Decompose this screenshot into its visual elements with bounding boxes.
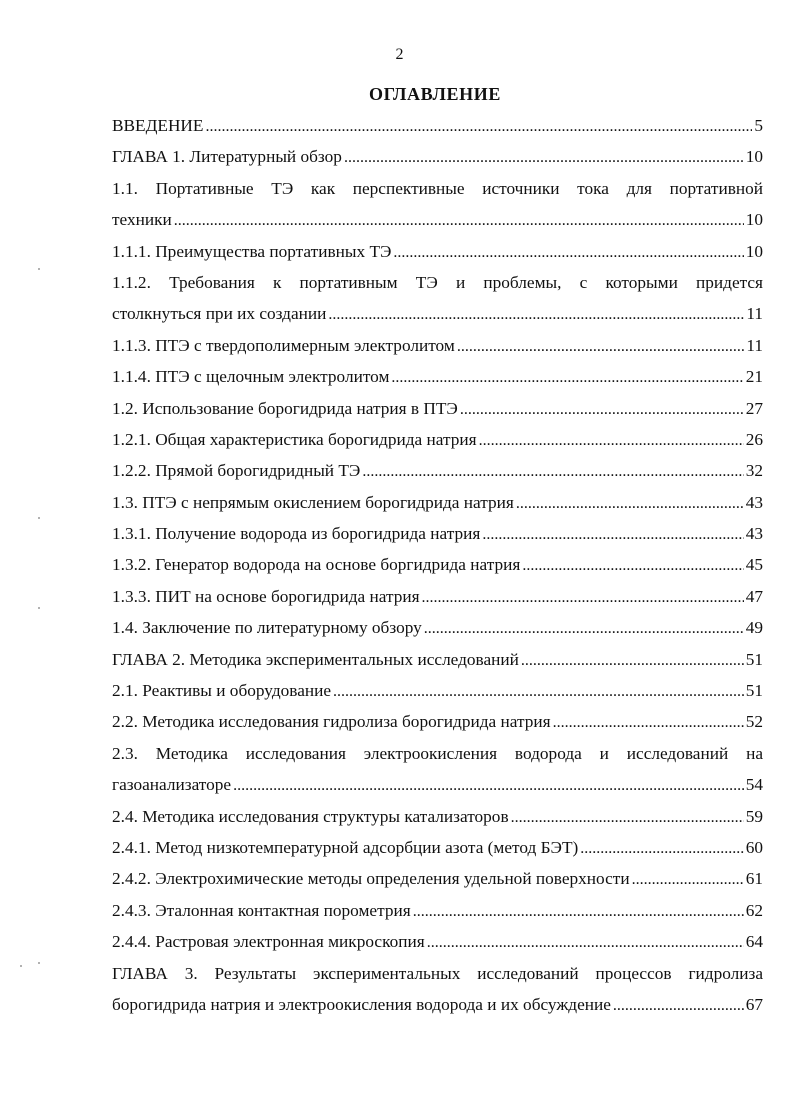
dot-leader [479,425,744,456]
dot-leader [580,833,743,864]
toc-entry-page: 60 [745,837,763,857]
page-number: 2 [395,46,404,63]
toc-entry-page: 43 [745,492,763,512]
toc-entry-title: 1.2. Использование борогидрида натрия в ПТЭ [112,398,458,418]
toc-entry[interactable] [112,581,763,612]
toc-entry-title-line2: газоанализаторе [112,775,232,795]
dot-leader [553,707,744,738]
toc-entry-title-line2: столкнуться при их создании [112,304,327,324]
toc-entry-title: 2.4. Методика исследования структуры катализаторов [112,806,509,826]
toc-entry-page: 5 [754,116,763,135]
toc-entry-title: 2.2. Методика исследования гидролиза борогидрида натрия [112,712,551,732]
toc-entry-page: 51 [745,649,763,669]
toc-entry-page: 27 [745,398,763,418]
toc-entry-page: 61 [745,869,763,889]
toc-entry-title: 2.1. Реактивы и оборудование [112,681,332,701]
toc-entry[interactable] [112,141,763,172]
page-title: ОГЛАВЛЕНИЕ [369,84,501,104]
toc-entry[interactable] [112,487,763,518]
toc-entry[interactable] [112,518,763,549]
toc-entry-page: 67 [745,994,763,1014]
toc-entry[interactable] [112,926,763,957]
dot-leader [427,927,744,958]
toc-entry-title: 2.4.1. Метод низкотемпературной адсорбции азота (метод БЭТ) [112,837,579,857]
toc-entry-title: 1.1.3. ПТЭ с твердополимерным электролитом [112,335,455,355]
toc-entry-title: ГЛАВА 1. Литературный обзор [112,147,342,167]
toc-entry-title: 1.4. Заключение по литературному обзору [112,618,422,638]
scan-speck [38,517,40,519]
toc-entry[interactable] [112,361,763,392]
toc-entry-page: 10 [745,241,763,261]
toc-entry-page: 62 [745,900,763,920]
toc-entry-title-line1: 1.1. Портативные ТЭ как перспективные источники тока для портативной [112,178,763,198]
toc-entry[interactable] [112,236,763,267]
toc-entry-title-line1: ГЛАВА 3. Результаты экспериментальных исследований процессов гидролиза [112,963,763,983]
dot-leader [632,864,744,895]
toc-entry-title: 1.3.1. Получение водорода из борогидрида натрия [112,524,481,544]
toc-entry-title: 2.4.4. Растровая электронная микроскопия [112,932,425,952]
toc-entry-page: 51 [745,681,763,701]
toc-entry-page: 11 [746,335,763,355]
dot-leader [511,802,744,833]
dot-leader [613,990,744,1021]
toc-entry-title: 1.1.4. ПТЭ с щелочным электролитом [112,367,390,387]
dot-leader [233,770,744,801]
dot-leader [328,299,744,330]
toc-entry-page: 32 [745,461,763,481]
toc-entry[interactable] [112,549,763,580]
toc-entry[interactable] [112,958,763,1021]
toc-entry-title: 1.2.1. Общая характеристика борогидрида натрия [112,429,477,449]
toc-entry-title: ГЛАВА 2. Методика экспериментальных исследований [112,649,519,669]
dot-leader [424,613,744,644]
toc-entry[interactable] [112,801,763,832]
toc-entry-page: 43 [745,524,763,544]
dot-leader [205,111,752,142]
toc-entry[interactable] [112,706,763,737]
dot-leader [174,205,744,236]
toc-entry-title: ВВЕДЕНИЕ [112,116,204,135]
toc-entry[interactable] [112,110,763,141]
toc-entry-page: 59 [745,806,763,826]
toc-entry[interactable] [112,612,763,643]
toc-entry-page: 47 [745,586,763,606]
scan-speck [38,607,40,609]
toc-entry[interactable] [112,393,763,424]
toc-entry-title: 1.2.2. Прямой борогидридный ТЭ [112,461,361,481]
dot-leader [344,142,744,173]
toc-entry-title: 1.3.3. ПИТ на основе борогидрида натрия [112,586,420,606]
toc-entry-title: 1.3. ПТЭ с непрямым окислением борогидрида натрия [112,492,514,512]
toc-entry-page: 64 [745,932,763,952]
dot-leader [413,896,744,927]
dot-leader [522,550,743,581]
toc-entry-page: 21 [745,367,763,387]
scan-speck [38,962,40,964]
toc-entry-page: 26 [745,429,763,449]
toc-entry-title: 2.4.3. Эталонная контактная порометрия [112,900,411,920]
toc-entry-title-line1: 2.3. Методика исследования электроокисления водорода и исследований на [112,743,763,763]
toc-entry-title-line2: техники [112,210,172,230]
toc-entry-title-line1: 1.1.2. Требования к портативным ТЭ и проблемы, с которыми придется [112,272,763,292]
toc-entry[interactable] [112,644,763,675]
dot-leader [457,331,745,362]
toc-entry-page: 54 [745,775,763,795]
toc-entry-title: 1.3.2. Генератор водорода на основе боргидрида натрия [112,555,521,575]
dot-leader [460,394,744,425]
toc-entry-title-line2: борогидрида натрия и электроокисления водорода и их обсуждение [112,994,611,1014]
toc-entry[interactable] [112,832,763,863]
toc-entry-title: 1.1.1. Преимущества портативных ТЭ [112,241,392,261]
toc-entry-page: 11 [746,304,763,324]
toc-entry[interactable] [112,863,763,894]
toc-entry-page: 10 [745,147,763,167]
dot-leader [391,362,743,393]
dot-leader [422,582,744,613]
dot-leader [393,237,743,268]
table-of-contents [112,110,763,1020]
dot-leader [521,645,744,676]
toc-entry[interactable] [112,455,763,486]
toc-entry-page: 45 [745,555,763,575]
toc-entry[interactable] [112,330,763,361]
dot-leader [333,676,744,707]
dot-leader [516,488,744,519]
toc-entry[interactable] [112,173,763,236]
toc-entry-title: 2.4.2. Электрохимические методы определения удельной поверхности [112,869,630,889]
toc-entry-page: 49 [745,618,763,638]
toc-entry[interactable] [112,424,763,455]
toc-entry[interactable] [112,895,763,926]
toc-entry[interactable] [112,267,763,330]
toc-entry-page: 52 [745,712,763,732]
scan-speck [20,965,22,967]
dot-leader [482,519,743,550]
dot-leader [362,456,743,487]
toc-entry[interactable] [112,675,763,706]
toc-entry-page: 10 [745,210,763,230]
toc-entry[interactable] [112,738,763,801]
scan-speck [38,268,40,270]
